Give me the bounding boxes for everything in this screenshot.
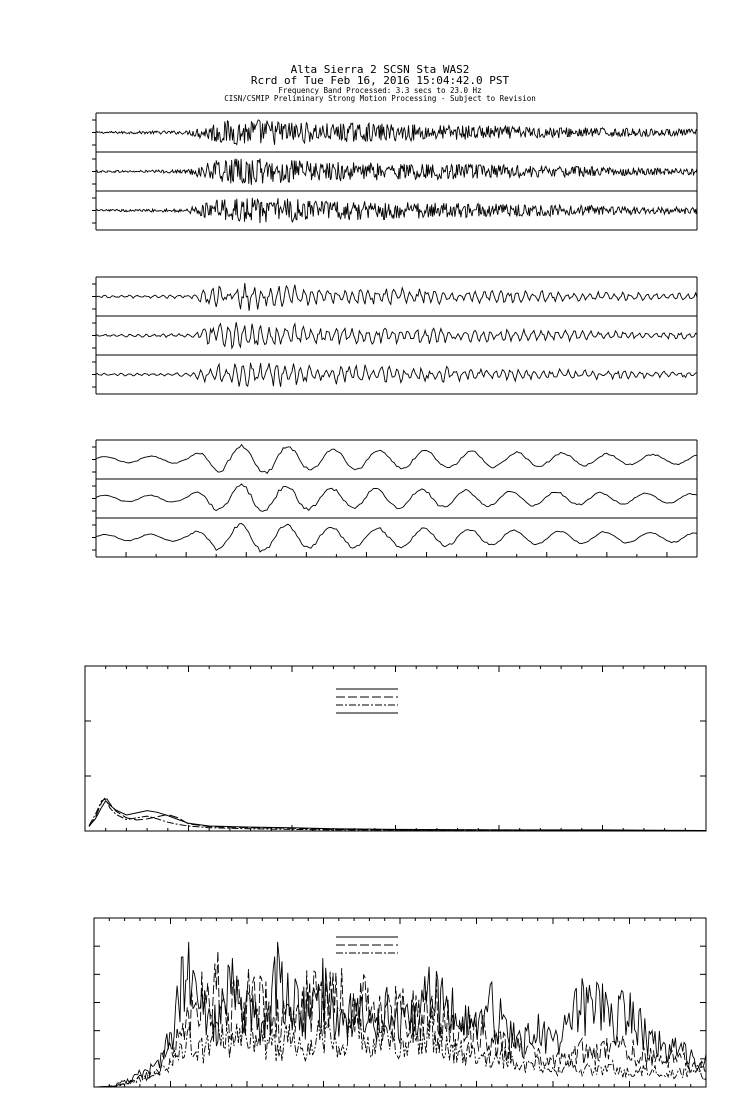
fs-plot-frame	[94, 918, 706, 1087]
header-station: Alta Sierra 2 SCSN Sta WAS2	[290, 63, 470, 76]
sa-plot-frame	[85, 666, 706, 831]
header-record: Rcrd of Tue Feb 16, 2016 15:04:42.0 PST	[250, 74, 510, 87]
spectral-acceleration-panel	[85, 666, 706, 831]
waveform-trace	[96, 283, 697, 311]
header-band: Frequency Band Processed: 3.3 secs to 23.0 Hz	[278, 86, 482, 95]
sa-series-line	[89, 801, 706, 831]
waveform-trace	[96, 524, 697, 552]
waveform-trace	[96, 445, 697, 474]
waveform-trace	[96, 322, 697, 348]
waveform-trace	[96, 484, 697, 511]
time-history-panels	[92, 113, 697, 557]
header	[224, 63, 536, 103]
waveform-trace	[96, 159, 697, 185]
fs-series-line	[94, 951, 706, 1087]
waveform-trace	[96, 120, 697, 145]
fourier-spectrum-panel	[94, 918, 706, 1087]
waveform-trace	[96, 363, 697, 387]
time-panel-velocity	[92, 277, 697, 394]
waveform-trace	[96, 198, 697, 223]
fs-series-line	[94, 942, 706, 1087]
time-panel-displacement	[92, 440, 697, 557]
sa-series-line	[89, 797, 706, 831]
time-panel-acceleration	[92, 113, 697, 230]
header-disclaimer: CISN/CSMIP Preliminary Strong Motion Processing - Subject to Revision	[224, 94, 536, 103]
sa-series-line	[89, 799, 706, 830]
